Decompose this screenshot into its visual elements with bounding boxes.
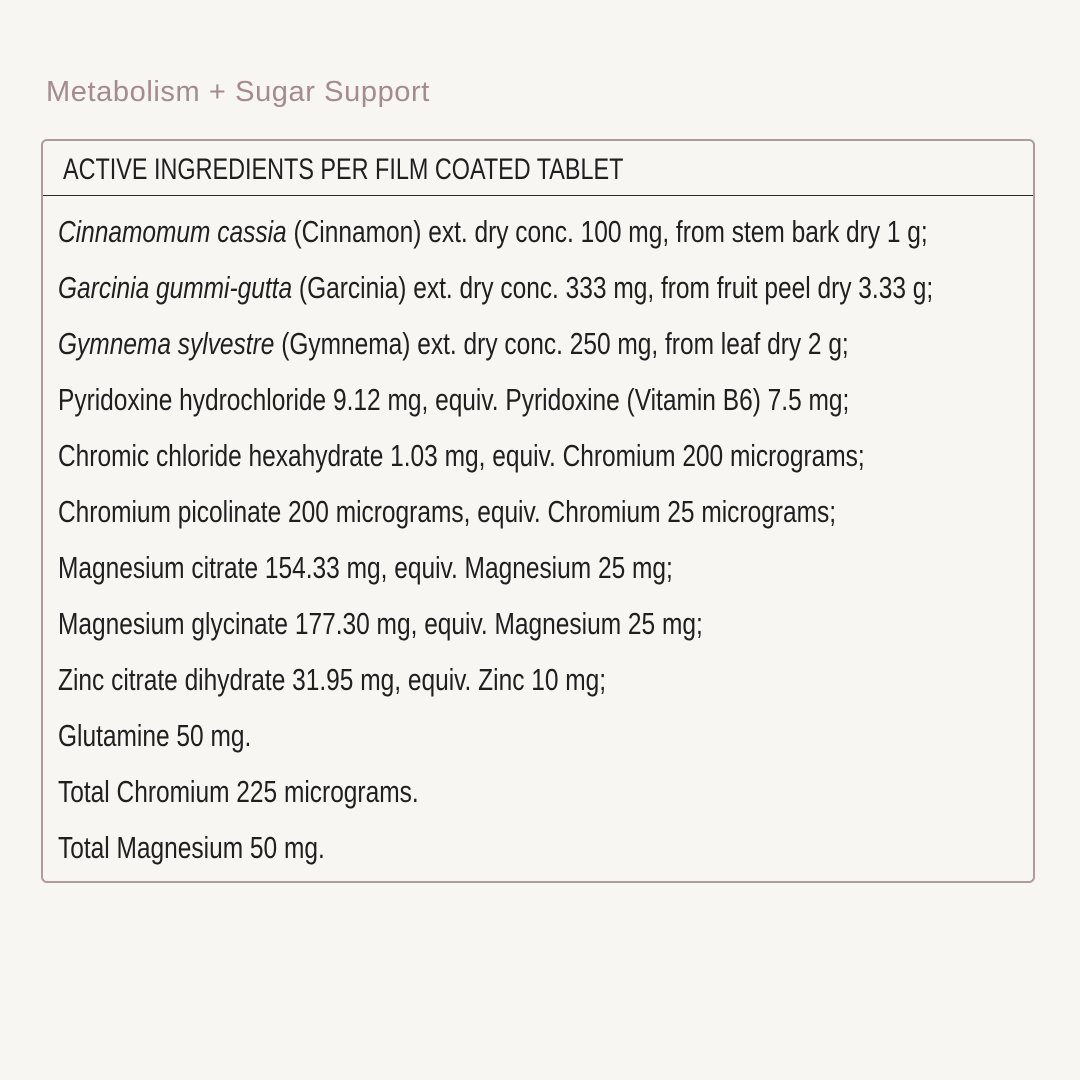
ingredient-row [43, 484, 1033, 540]
ingredient-text: (Gymnema) ext. dry conc. 250 mg, from leaf dry 2 g; [274, 326, 849, 361]
ingredient-row [43, 820, 1033, 876]
ingredient-row [43, 260, 1033, 316]
ingredients-panel [41, 139, 1035, 883]
ingredient-text: Chromic chloride hexahydrate 1.03 mg, equiv. Chromium 200 micrograms; [58, 438, 865, 473]
ingredient-row [43, 596, 1033, 652]
ingredient-row [43, 764, 1033, 820]
ingredients-heading: ACTIVE INGREDIENTS PER FILM COATED TABLET [63, 153, 624, 186]
ingredient-row [43, 540, 1033, 596]
ingredients-header [43, 141, 1033, 196]
ingredient-text: Total Magnesium 50 mg. [58, 830, 325, 865]
ingredient-row [43, 372, 1033, 428]
ingredient-text: (Garcinia) ext. dry conc. 333 mg, from fruit peel dry 3.33 g; [292, 270, 934, 305]
ingredient-row [43, 708, 1033, 764]
ingredient-latin-name: Gymnema sylvestre [58, 326, 275, 361]
ingredient-text: Total Chromium 225 micrograms. [58, 774, 419, 809]
ingredient-text: Pyridoxine hydrochloride 9.12 mg, equiv. Pyridoxine (Vitamin B6) 7.5 mg; [58, 382, 850, 417]
ingredient-text: Magnesium glycinate 177.30 mg, equiv. Magnesium 25 mg; [58, 606, 703, 641]
ingredients-list [43, 196, 1033, 876]
ingredient-row [43, 316, 1033, 372]
ingredient-text: Chromium picolinate 200 micrograms, equiv. Chromium 25 micrograms; [58, 494, 837, 529]
ingredient-text: Magnesium citrate 154.33 mg, equiv. Magnesium 25 mg; [58, 550, 673, 585]
ingredient-text: (Cinnamon) ext. dry conc. 100 mg, from stem bark dry 1 g; [286, 214, 928, 249]
ingredient-row [43, 428, 1033, 484]
ingredient-latin-name: Garcinia gummi-gutta [58, 270, 293, 305]
ingredient-text: Zinc citrate dihydrate 31.95 mg, equiv. Zinc 10 mg; [58, 662, 607, 697]
ingredient-row [43, 204, 1033, 260]
product-subtitle: Metabolism + Sugar Support [46, 76, 430, 108]
ingredient-row [43, 652, 1033, 708]
ingredient-latin-name: Cinnamomum cassia [58, 214, 287, 249]
ingredient-text: Glutamine 50 mg. [58, 718, 252, 753]
